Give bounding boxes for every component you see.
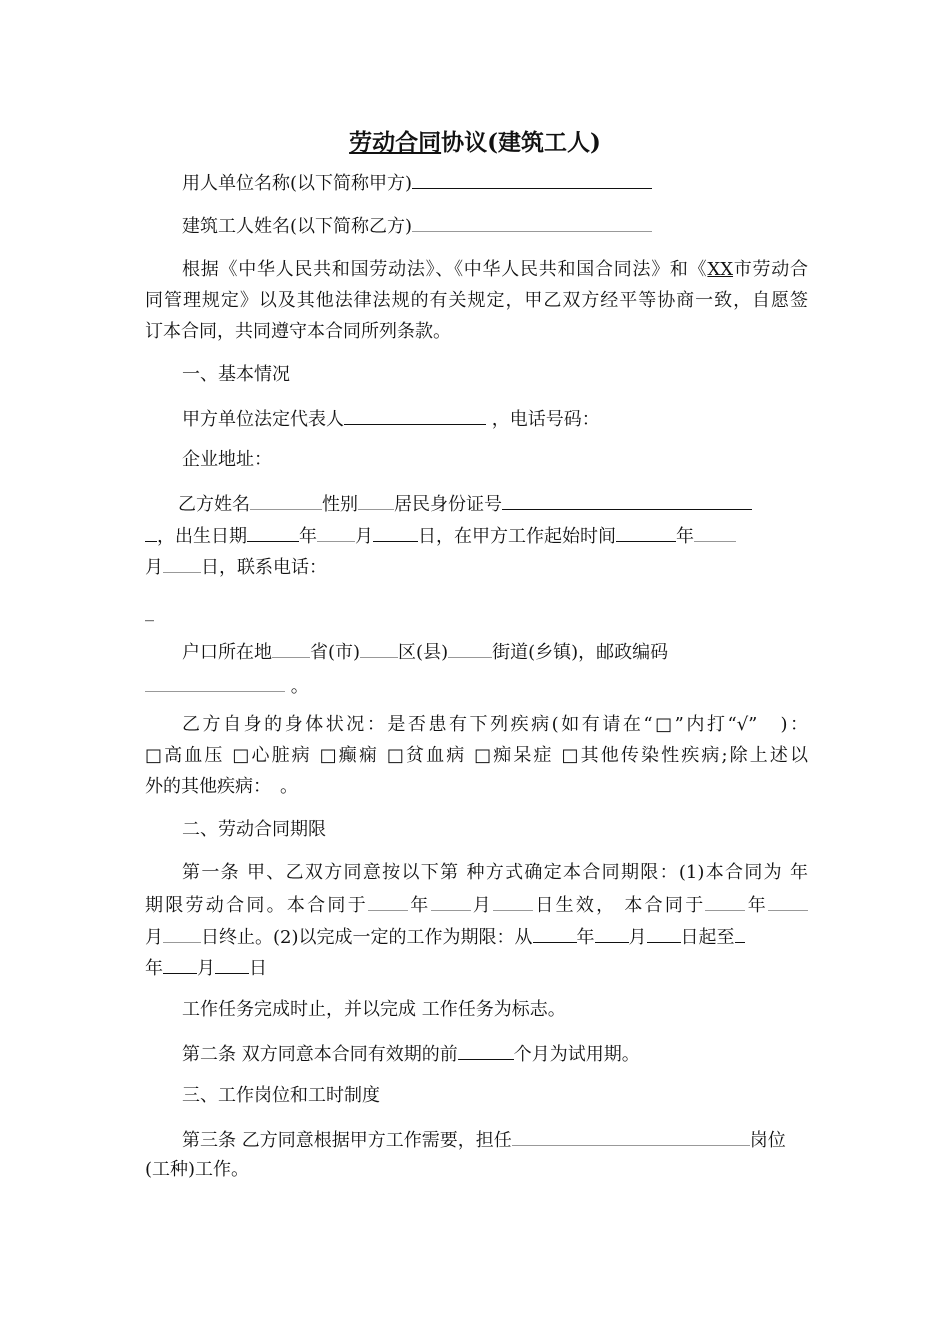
article-1-line-3: 月 日终止。(2)以完成一定的工作为期限：从 年 月 日起至	[145, 924, 745, 950]
article-3-line-2: (工种)工作。	[145, 1159, 250, 1180]
article-2: 第二条 双方同意本合同有效期的前 个月为试用期。	[182, 1041, 640, 1067]
dash-line: _	[145, 601, 154, 622]
preamble-line-2: 同管理规定》以及其他法律法规的有关规定，甲乙双方经平等协商一致，自愿签	[145, 290, 808, 311]
worker-blank[interactable]	[412, 213, 652, 232]
end-month-blank[interactable]	[768, 892, 808, 911]
preamble-line-3: 订本合同，共同遵守本合同所列条款。	[145, 321, 451, 342]
task-day-blank[interactable]	[647, 924, 681, 943]
worker-info-line-1: 乙方姓名 性别 居民身份证号	[178, 491, 752, 517]
end-year-blank[interactable]	[705, 892, 745, 911]
task-end-day-blank[interactable]	[215, 955, 249, 974]
gender-blank[interactable]	[358, 491, 394, 510]
article-1-line-5: 工作任务完成时止，并以完成 工作任务为标志。	[182, 999, 566, 1020]
id-blank-cont[interactable]	[145, 523, 157, 542]
name-blank[interactable]	[250, 491, 322, 510]
section-1-heading: 一、基本情况	[182, 364, 290, 385]
postcode-blank[interactable]	[145, 673, 285, 692]
start-month-blank[interactable]	[431, 892, 471, 911]
start-year-blank[interactable]	[616, 523, 676, 542]
birth-year-blank[interactable]	[247, 523, 299, 542]
section-2-heading: 二、劳动合同期限	[182, 819, 326, 840]
rep-blank[interactable]	[344, 406, 486, 425]
health-line-3: 外的其他疾病： 。	[145, 776, 298, 797]
end-day-blank[interactable]	[163, 924, 201, 943]
document-title: 劳动合同协议(建筑工人)	[349, 129, 601, 156]
task-year-blank[interactable]	[533, 924, 577, 943]
birth-month-blank[interactable]	[317, 523, 355, 542]
task-end-blank[interactable]	[735, 924, 745, 943]
section-3-heading: 三、工作岗位和工时制度	[182, 1085, 380, 1106]
position-blank[interactable]	[512, 1127, 750, 1146]
district-blank[interactable]	[360, 639, 398, 658]
health-line-1: 乙方自身的身体状况：是否患有下列疾病(如有请在“□”内打“√” )：	[182, 714, 808, 735]
task-end-month-blank[interactable]	[163, 955, 197, 974]
start-year-blank[interactable]	[368, 892, 408, 911]
hukou-line: 户口所在地 省(市) 区(县) 街道(乡镇)，邮政编码	[182, 639, 668, 665]
start-month-blank[interactable]	[694, 523, 736, 542]
task-month-blank[interactable]	[595, 924, 629, 943]
start-day-blank[interactable]	[163, 554, 201, 573]
article-1-line-4: 年 月 日	[145, 955, 267, 981]
preamble-line-1: 根据《中华人民共和国劳动法》、《中华人民共和国合同法》和《XX市劳动合	[182, 259, 808, 280]
article-1-line-2: 期限劳动合同。本合同于 年 月 日生效， 本合同于 年	[145, 892, 808, 918]
employer-line: 用人单位名称(以下简称甲方)	[182, 170, 652, 196]
worker-info-line-3: 月 日，联系电话：	[145, 554, 327, 580]
postcode-line: 。	[145, 673, 309, 699]
health-line-2[interactable]: □高血压 □心脏病 □癫痫 □贫血病 □痴呆症 □其他传染性疾病;除上述以	[145, 745, 808, 766]
start-day-blank[interactable]	[493, 892, 533, 911]
article-1-line-1: 第一条 甲、乙双方同意按以下第 种方式确定本合同期限：(1)本合同为 年	[182, 862, 808, 883]
address-line: 企业地址：	[182, 449, 272, 470]
article-3-line-1: 第三条 乙方同意根据甲方工作需要，担任 岗位	[182, 1127, 786, 1153]
birth-day-blank[interactable]	[373, 523, 418, 542]
worker-info-line-2: ，出生日期 年 月 日，在甲方工作起始时间 年	[145, 523, 736, 549]
worker-line: 建筑工人姓名(以下简称乙方)	[182, 213, 652, 239]
employer-blank[interactable]	[412, 170, 652, 189]
rep-line: 甲方单位法定代表人 ，电话号码：	[182, 406, 600, 432]
province-blank[interactable]	[272, 639, 310, 658]
id-blank[interactable]	[502, 491, 752, 510]
street-blank[interactable]	[448, 639, 492, 658]
probation-blank[interactable]	[458, 1041, 514, 1060]
